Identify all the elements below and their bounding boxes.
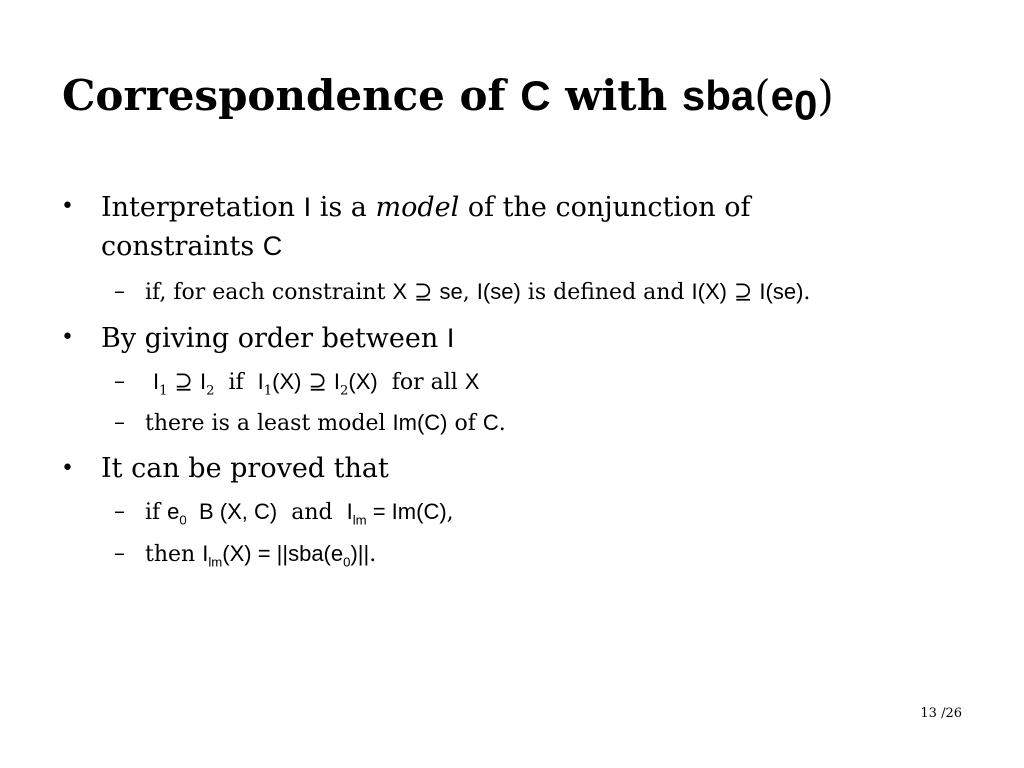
sub-bullet-item: – if, for each constraint X ⊇ se, I(se) is defined and I(X) ⊇ I(se).: [114, 279, 811, 305]
bullet-item: [61, 450, 389, 488]
sub-bullet-item: – then $I_{lm}(X) = ||sba(e_0)||$.: [114, 541, 377, 570]
bullet-icon: •: [61, 325, 74, 350]
bullet-text-continued: constraints C: [101, 231, 283, 262]
bullet-text: By giving order between I: [101, 323, 455, 354]
dash-icon: –: [114, 499, 125, 524]
bullet-icon: •: [61, 456, 74, 481]
page-number: 13 /26: [920, 706, 962, 721]
bullet-text: Interpretation I is a model of the conjunction of: [101, 192, 751, 223]
bullet-text: It can be proved that: [101, 453, 389, 484]
sub-bullet-item: – $I_1$ ⊇ $I_2$ if $I_1(X)$ ⊇ $I_2(X)$ for all X: [114, 369, 480, 399]
bullet-icon: •: [61, 194, 74, 219]
dash-icon: –: [114, 410, 125, 435]
dash-icon: –: [114, 279, 125, 304]
bullet-item: [61, 319, 455, 358]
slide-title: Correspondence of C with $sba(e_0)$: [62, 71, 834, 129]
sub-bullet-item: – there is a least model Im(C) of C.: [114, 410, 506, 436]
sub-bullet-item: – if $e_0$ B (X, C) and $I_{lm} = Im(C)$,: [114, 499, 454, 528]
bullet-item: [61, 188, 751, 266]
dash-icon: –: [114, 369, 125, 394]
dash-icon: –: [114, 541, 125, 566]
